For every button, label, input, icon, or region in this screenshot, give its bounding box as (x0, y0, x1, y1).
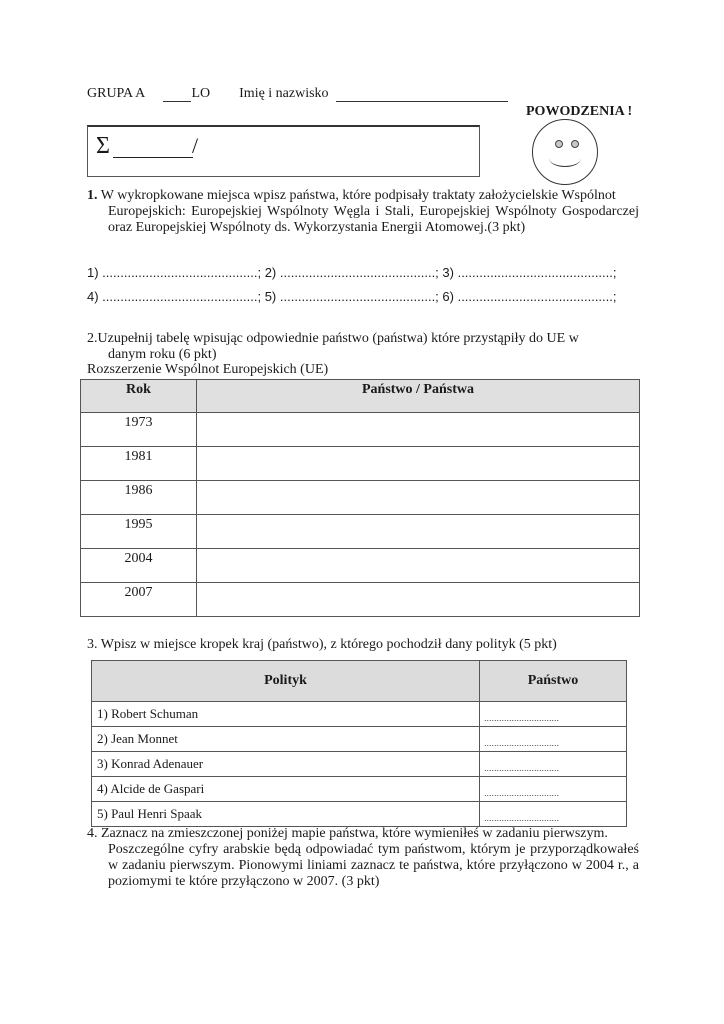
table-header-row (92, 661, 627, 702)
country-answer-cell[interactable]: .............................. (480, 727, 627, 752)
year-cell: 1973 (81, 413, 197, 447)
table-header-row (81, 380, 640, 413)
country-answer-cell[interactable] (197, 515, 640, 549)
country-answer-cell[interactable] (197, 583, 640, 617)
table-row (92, 727, 627, 752)
column-header-politician: Polityk (92, 661, 480, 702)
politician-cell: 1) Robert Schuman (92, 702, 480, 727)
country-answer-cell[interactable]: .............................. (480, 777, 627, 802)
year-cell: 1981 (81, 447, 197, 481)
table-row (81, 447, 640, 481)
task1-number: 1. (87, 188, 98, 203)
country-answer-cell[interactable]: .............................. (480, 702, 627, 727)
task1-text-rest: Europejskich: Europejskiej Wspólnoty Węgla i Stali, Europejskiej Wspólnoty Gospodarczej oraz Europejskiej Wspólnoty ds. Wykorzystania Energii Atomowej.(3 pkt) (108, 204, 639, 235)
smiley-eye-left (555, 140, 563, 148)
table-row (92, 702, 627, 727)
table-row (81, 583, 640, 617)
column-header-country: Państwo (480, 661, 627, 702)
table-row (92, 777, 627, 802)
group-label: GRUPA A (87, 86, 145, 101)
task3-instructions: 3. Wpisz w miejsce kropek kraj (państwo), z którego pochodził dany polityk (5 pkt) (87, 637, 557, 652)
class-number-field[interactable] (163, 87, 191, 102)
good-luck-text: POWODZENIA ! (526, 104, 633, 119)
task2-instructions (87, 331, 639, 363)
country-answer-cell[interactable] (197, 549, 640, 583)
table-row (81, 481, 640, 515)
task1-answer-row-2[interactable]: 4) ...........................................; 5) ...........................................; 6) ...........................................; (87, 289, 617, 304)
politician-cell: 3) Konrad Adenauer (92, 752, 480, 777)
header-line (87, 86, 508, 102)
table-row (81, 413, 640, 447)
country-answer-cell[interactable]: .............................. (480, 752, 627, 777)
task4-text-line1: 4. Zaznacz na zmieszczonej poniżej mapie państwa, które wymieniłeś w zadaniu pierwszym. (87, 826, 608, 841)
politician-cell: 4) Alcide de Gaspari (92, 777, 480, 802)
year-cell: 2004 (81, 549, 197, 583)
column-header-year: Rok (81, 380, 197, 413)
smiley-mouth (549, 150, 581, 167)
task4-text-rest: Poszczególne cyfry arabskie będą odpowiadać tym państwom, którym je przyporządkowałeś w zadaniu pierwszym. Pionowymi liniami zaznacz te państwa, które przyłączono w 2004 r., a poziomymi te które przyłączono w 2007. (3 pkt) (108, 842, 639, 889)
table-row (92, 802, 627, 827)
task1-instructions (87, 188, 639, 236)
politician-cell: 2) Jean Monnet (92, 727, 480, 752)
smiley-eye-right (571, 140, 579, 148)
task1-text-line1: W wykropkowane miejsca wpisz państwa, które podpisały traktaty założycielskie Wspólnot (100, 188, 616, 203)
task2-text-line1: 2.Uzupełnij tabelę wpisując odpowiednie państwo (państwa) które przystąpiły do UE w (87, 331, 579, 346)
country-answer-cell[interactable] (197, 447, 640, 481)
task2-text-line2: danym roku (6 pkt) (108, 347, 217, 362)
smiley-face-icon (532, 119, 598, 185)
task4-instructions (87, 826, 639, 890)
country-answer-cell[interactable] (197, 481, 640, 515)
politician-cell: 5) Paul Henri Spaak (92, 802, 480, 827)
accession-table (80, 379, 640, 617)
sigma-icon: Σ (96, 133, 110, 159)
table-row (81, 515, 640, 549)
task1-answer-row-1[interactable]: 1) ...........................................; 2) ...........................................; 3) ...........................................; (87, 265, 617, 280)
score-slash: / (192, 133, 199, 158)
class-suffix: LO (191, 86, 211, 101)
country-answer-cell[interactable]: .............................. (480, 802, 627, 827)
year-cell: 1995 (81, 515, 197, 549)
table-row (81, 549, 640, 583)
table-row (92, 752, 627, 777)
year-cell: 2007 (81, 583, 197, 617)
politicians-table (91, 660, 627, 827)
name-label: Imię i nazwisko (239, 86, 329, 101)
column-header-country: Państwo / Państwa (197, 380, 640, 413)
year-cell: 1986 (81, 481, 197, 515)
name-field[interactable] (336, 87, 508, 102)
score-field[interactable] (113, 157, 193, 158)
task2-table-caption: Rozszerzenie Wspólnot Europejskich (UE) (87, 362, 329, 377)
country-answer-cell[interactable] (197, 413, 640, 447)
score-box (87, 125, 480, 177)
